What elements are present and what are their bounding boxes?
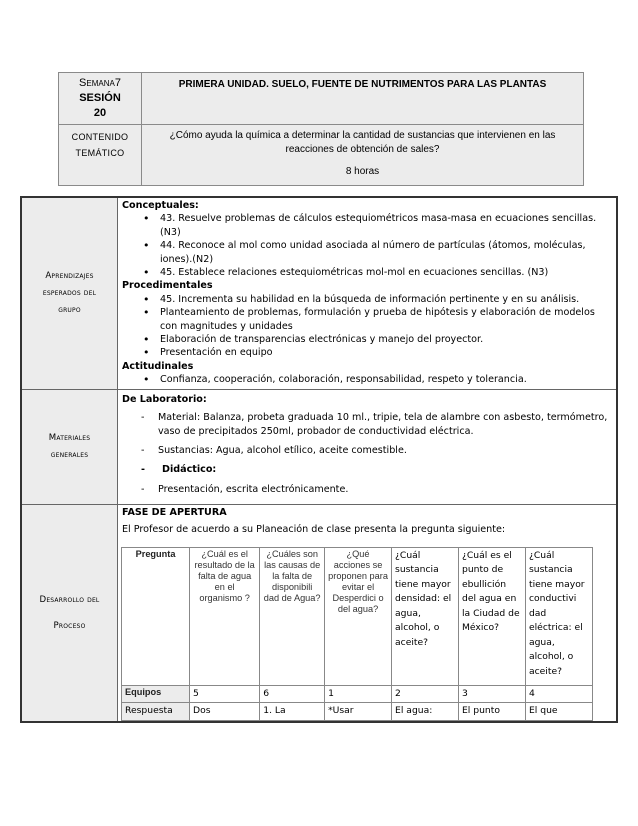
list-item: - Material: Balanza, probeta graduada 10 ml., tripie, tela de alambre con asbesto, termómetro, vaso de precipitados 250ml, probador de conductividad eléctrica. (158, 411, 612, 438)
respuesta-cell: El que (525, 703, 592, 721)
question-cell: ¿Cuáles son las causas de la falta de disponibili dad de Agua? (260, 547, 325, 685)
list-item: • Confianza, cooperación, colaboración, responsabilidad, respeto y tolerancia. (160, 373, 612, 386)
list-item: - Didáctico: (158, 463, 612, 476)
fase-title: FASE DE APERTURA (122, 506, 227, 518)
session-cell (59, 73, 142, 125)
list-item: • 45. Incrementa su habilidad en la búsqueda de información pertinente y en su análisis. (160, 293, 612, 306)
question-cell (142, 125, 584, 186)
desarrollo-content (118, 504, 618, 721)
guiding-question: ¿Cómo ayuda la química a determinar la cantidad de sustancias que intervienen en las reacciones de obtención de sales? (169, 130, 556, 155)
procedimentales-title: Procedimentales (122, 280, 213, 292)
sesion-number: 20 (93, 107, 107, 119)
equipo-cell: 2 (392, 685, 459, 703)
sesion-label: SESIÓN (79, 92, 121, 104)
desarrollo-label-1: Desarrollo del (39, 594, 100, 605)
equipos-label: Equipos (122, 685, 190, 703)
desarrollo-label-2: Proceso (53, 620, 86, 631)
tematico-label: TEMÁTICO (75, 148, 125, 158)
pregunta-label: Pregunta (122, 547, 190, 685)
aprendizajes-label (21, 197, 118, 389)
list-item: • 44. Reconoce al mol como unidad asociada al número de partículas (átomos, moléculas, iones).(N2) (160, 239, 612, 266)
materiales-label (21, 389, 118, 504)
actitudinales-title: Actitudinales (122, 360, 194, 372)
respuesta-cell: Dos (190, 703, 260, 721)
respuesta-cell: El punto (459, 703, 526, 721)
question-cell: ¿Qué acciones se proponen para evitar el Desperdici o del agua? (325, 547, 392, 685)
desarrollo-label (21, 504, 118, 721)
respuesta-cell: El agua: (392, 703, 459, 721)
fase-intro: El Profesor de acuerdo a su Planeación de clase presenta la pregunta siguiente: (122, 524, 506, 536)
aprendizajes-label-2: esperados del (42, 287, 97, 298)
laboratorio-title: De Laboratorio: (122, 393, 207, 405)
list-item: • 45. Establece relaciones estequiométricas mol-mol en ecuaciones sencillas. (N3) (160, 266, 612, 279)
list-item: - Presentación, escrita electrónicamente. (158, 483, 612, 496)
actitudinales-list (122, 373, 612, 386)
main-table (20, 196, 618, 723)
list-item: • Elaboración de transparencias electrónicas y manejo del proyector. (160, 333, 612, 346)
materiales-content (118, 389, 618, 504)
materiales-label-1: Materiales (48, 432, 91, 443)
list-item: • Planteamiento de problemas, formulación y prueba de hipótesis y elaboración de modelos con magnitudes y unidades (160, 306, 612, 333)
question-cell: ¿Cuál es el punto de ebullición del agua en la Ciudad de México? (459, 547, 526, 685)
conceptuales-title: Conceptuales: (122, 200, 199, 211)
equipo-cell: 1 (325, 685, 392, 703)
aprendizajes-label-3: grupo (58, 304, 81, 315)
respuesta-cell: 1. La (260, 703, 325, 721)
materiales-label-2: generales (50, 449, 89, 460)
aprendizajes-label-1: Aprendizajes (45, 270, 94, 281)
semana-label: Semana7 (79, 77, 121, 89)
respuesta-label: Respuesta (122, 703, 190, 721)
procedimentales-list (122, 293, 612, 360)
list-item: • 43. Resuelve problemas de cálculos estequiométricos masa-masa en ecuaciones sencillas.(N3) (160, 212, 612, 239)
equipo-cell: 3 (459, 685, 526, 703)
question-cell: ¿Cuál sustancia tiene mayor conductivi dad eléctrica: el agua, alcohol, o aceite? (525, 547, 592, 685)
hours: 8 horas (345, 166, 380, 177)
unit-title: PRIMERA UNIDAD. SUELO, FUENTE DE NUTRIMENTOS PARA LAS PLANTAS (142, 73, 584, 125)
questions-table (121, 547, 593, 721)
materiales-list (122, 411, 612, 496)
respuesta-cell: *Usar (325, 703, 392, 721)
header-table (58, 72, 584, 186)
list-item: - Sustancias: Agua, alcohol etílico, aceite comestible. (158, 444, 612, 457)
contenido-label: CONTENIDO (71, 132, 129, 142)
question-cell: ¿Cuál es el resultado de la falta de agua en el organismo ? (190, 547, 260, 685)
question-cell: ¿Cuál sustancia tiene mayor densidad: el agua, alcohol, o aceite? (392, 547, 459, 685)
equipo-cell: 6 (260, 685, 325, 703)
conceptuales-list (122, 212, 612, 279)
aprendizajes-content (118, 197, 618, 389)
list-item: • Presentación en equipo (160, 346, 612, 359)
equipo-cell: 5 (190, 685, 260, 703)
equipo-cell: 4 (525, 685, 592, 703)
contenido-cell (59, 125, 142, 186)
